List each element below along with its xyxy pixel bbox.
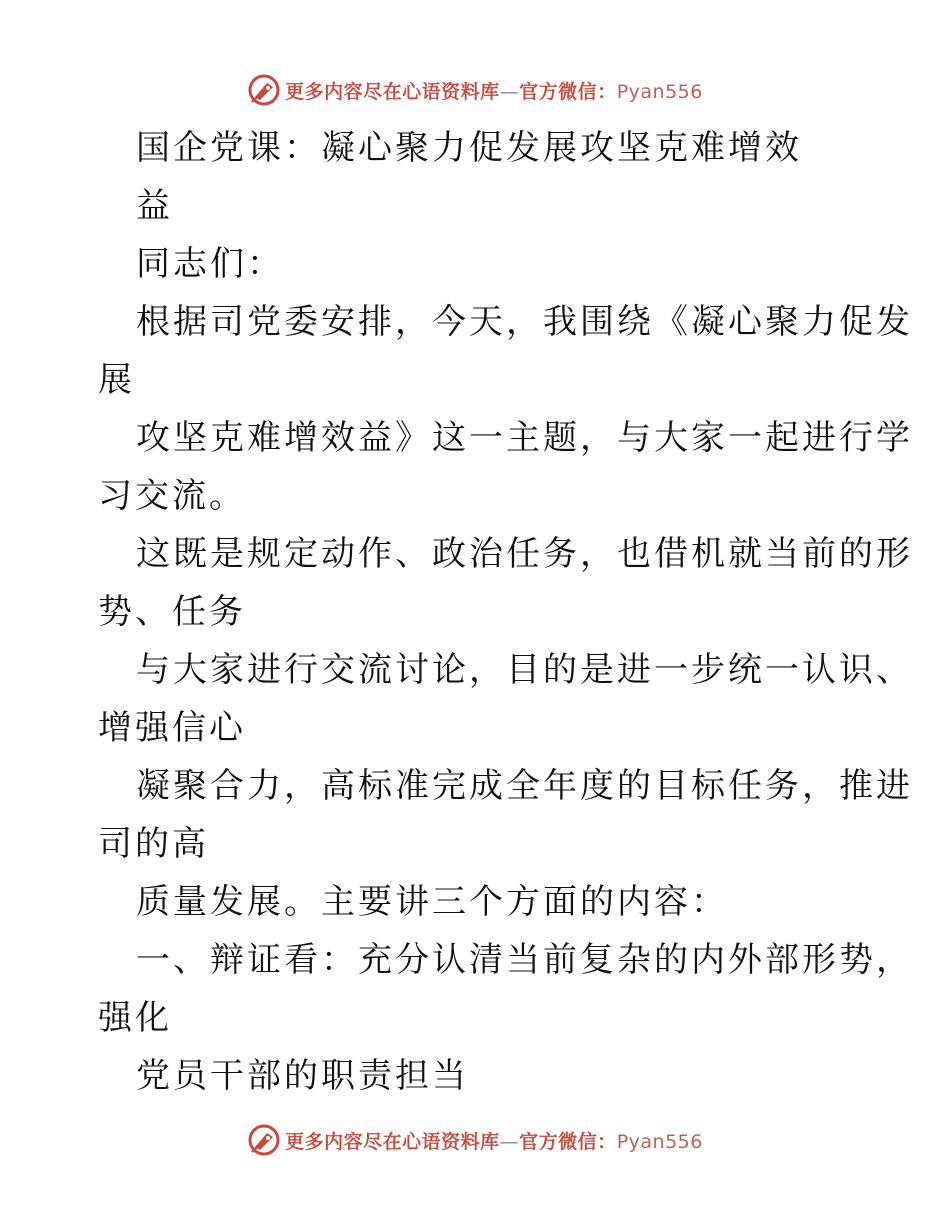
paragraph-line: 势、任务 (98, 592, 246, 632)
section-heading-line: 党员干部的职责担当 (136, 1056, 469, 1096)
paragraph-line: 攻坚克难增效益》这一主题，与大家一起进行学 (136, 418, 913, 458)
header-watermark-banner (0, 70, 950, 110)
pen-nib-logo-icon (247, 73, 281, 107)
paragraph-line: 增强信心 (98, 708, 246, 748)
paragraph-line: 与大家进行交流讨论，目的是进一步统一认识、 (136, 650, 913, 690)
watermark-text: 更多内容尽在心语资料库—官方微信：Pyan556 (285, 80, 703, 103)
paragraph-line: 这既是规定动作、政治任务，也借机就当前的形 (136, 534, 913, 574)
title-line: 国企党课：凝心聚力促发展攻坚克难增效 (136, 128, 802, 168)
paragraph-line: 司的高 (98, 824, 209, 864)
section-heading-line: 一、辩证看：充分认清当前复杂的内外部形势， (136, 940, 913, 980)
section-heading-line: 强化 (98, 998, 172, 1038)
footer-watermark-banner (0, 1120, 950, 1160)
paragraph-line: 展 (98, 360, 135, 400)
paragraph-line: 习交流。 (98, 476, 246, 516)
watermark-text: 更多内容尽在心语资料库—官方微信：Pyan556 (285, 1130, 703, 1153)
salutation: 同志们： (136, 244, 284, 284)
title-line-continued: 益 (136, 186, 173, 226)
paragraph-line: 根据司党委安排，今天，我围绕《凝心聚力促发 (136, 302, 913, 342)
paragraph-line: 凝聚合力，高标准完成全年度的目标任务，推进 (136, 766, 913, 806)
paragraph-line: 质量发展。主要讲三个方面的内容： (136, 882, 728, 922)
pen-nib-logo-icon (247, 1123, 281, 1157)
